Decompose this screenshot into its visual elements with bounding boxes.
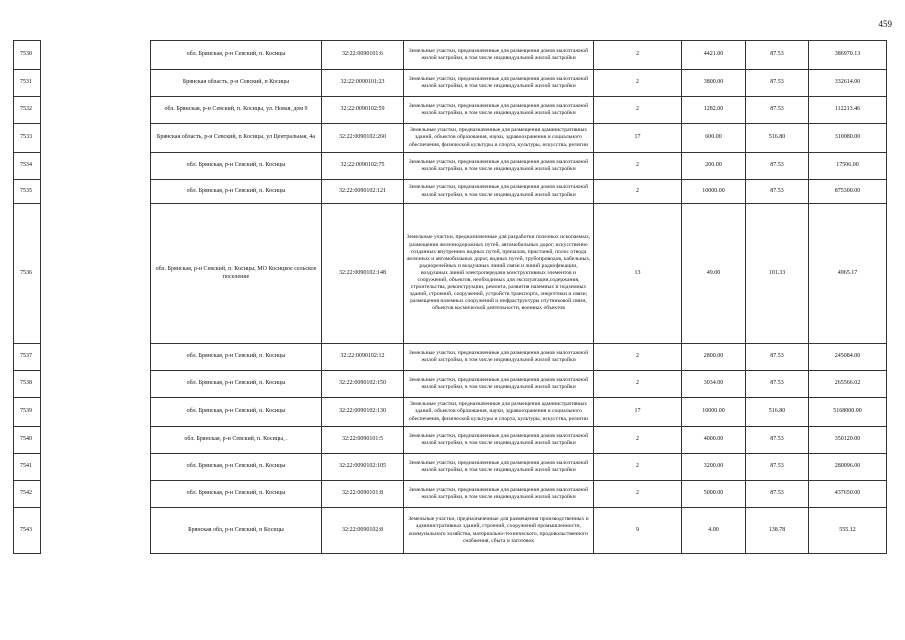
specific-value-cell: 101.33 [746, 204, 809, 344]
address-cell: обл. Брянская, р-н Севский, п. Косицы [151, 454, 322, 481]
cadastral-value-cell: 245084.00 [809, 344, 887, 371]
cadastral-value-cell: 386970.13 [809, 41, 887, 70]
cadastral-value-cell: 310080.00 [809, 124, 887, 153]
address-cell: Брянская область, р-н Севский, п Косицы, ул Центральная, 4а [151, 124, 322, 153]
address-cell: Брянская область, р-н Севский, п Косицы [151, 70, 322, 97]
area-cell: 3800.00 [682, 70, 746, 97]
specific-value-cell: 87.53 [746, 70, 809, 97]
row-number-cell: 7543 [14, 508, 41, 554]
land-use-cell: Земельные участки, предназначенные для размещения домов малоэтажной жилой застройки, в том числе индивидуальной жилой застройки [404, 153, 594, 180]
group-cell: 2 [594, 427, 682, 454]
specific-value-cell: 87.53 [746, 153, 809, 180]
row-number-cell: 7535 [14, 180, 41, 204]
cadastral-value-cell: 112213.46 [809, 97, 887, 124]
table-row [14, 97, 887, 124]
specific-value-cell: 87.53 [746, 344, 809, 371]
specific-value-cell: 87.53 [746, 97, 809, 124]
cadastral-number-cell: 32:22:0090102:148 [322, 204, 404, 344]
cadastral-number-cell: 32:22:0090102:8 [322, 508, 404, 554]
cadastral-number-cell: 32:22:0090102:105 [322, 454, 404, 481]
address-cell: обл. Брянская, р-н Севский, п. Косицы [151, 180, 322, 204]
table-row [14, 481, 887, 508]
cadastral-number-cell: 32:22:0090102:150 [322, 371, 404, 398]
address-cell: Брянская обл, р-н Севский, п Косицы [151, 508, 322, 554]
spacer-cell [41, 398, 151, 427]
cadastral-number-cell: 32:22:0090102:121 [322, 180, 404, 204]
specific-value-cell: 87.53 [746, 427, 809, 454]
spacer-cell [41, 454, 151, 481]
group-cell: 2 [594, 97, 682, 124]
group-cell: 2 [594, 41, 682, 70]
group-cell: 13 [594, 204, 682, 344]
row-number-cell: 7540 [14, 427, 41, 454]
area-cell: 1282.00 [682, 97, 746, 124]
cadastral-value-cell: 280096.00 [809, 454, 887, 481]
group-cell: 17 [594, 398, 682, 427]
land-use-cell: Земельные участки, предназначенные для размещения домов малоэтажной жилой застройки, в том числе индивидуальной жилой застройки [404, 427, 594, 454]
row-number-cell: 7534 [14, 153, 41, 180]
table-row [14, 371, 887, 398]
land-use-cell: Земельные участки, предназначенные для размещения домов малоэтажной жилой застройки, в том числе индивидуальной жилой застройки [404, 481, 594, 508]
spacer-cell [41, 180, 151, 204]
table-row [14, 180, 887, 204]
table-row [14, 454, 887, 481]
address-cell: обл. Брянская, р-н Севский, п. Косицы, МО Косицкое сельское поселение [151, 204, 322, 344]
specific-value-cell: 87.53 [746, 481, 809, 508]
address-cell: обл. Брянская, р-н Севский, п. Косицы [151, 371, 322, 398]
group-cell: 9 [594, 508, 682, 554]
table-row [14, 204, 887, 344]
address-cell: обл. Брянская, р-н Севский, п. Косицы [151, 344, 322, 371]
spacer-cell [41, 371, 151, 398]
spacer-cell [41, 344, 151, 371]
specific-value-cell: 516.80 [746, 124, 809, 153]
group-cell: 2 [594, 70, 682, 97]
area-cell: 600.00 [682, 124, 746, 153]
area-cell: 5000.00 [682, 481, 746, 508]
address-cell: обл. Брянская, р-н Севский, п. Косицы [151, 481, 322, 508]
cadastral-number-cell: 32:22:0090101:5 [322, 427, 404, 454]
spacer-cell [41, 204, 151, 344]
group-cell: 2 [594, 153, 682, 180]
address-cell: обл. Брянская, р-н Севский, п. Косицы, . [151, 427, 322, 454]
cadastral-value-cell: 332614.00 [809, 70, 887, 97]
land-use-cell: Земельные участки, предназначенные для размещения домов малоэтажной жилой застройки, в том числе индивидуальной жилой застройки [404, 344, 594, 371]
cadastral-number-cell: 32:22:0090102:12 [322, 344, 404, 371]
specific-value-cell: 87.53 [746, 371, 809, 398]
cadastral-value-cell: 875300.00 [809, 180, 887, 204]
spacer-cell [41, 97, 151, 124]
cadastral-value-cell: 17506.00 [809, 153, 887, 180]
cadastral-value-cell: 350120.00 [809, 427, 887, 454]
address-cell: обл. Брянская, р-н Севский, п. Косицы, ул. Новая, дом 9 [151, 97, 322, 124]
table-row [14, 70, 887, 97]
land-use-cell: Земельные участки, предназначенные для размещения домов малоэтажной жилой застройки, в том числе индивидуальной жилой застройки [404, 180, 594, 204]
cadastral-number-cell: 32:22:0090102:130 [322, 398, 404, 427]
row-number-cell: 7531 [14, 70, 41, 97]
specific-value-cell: 516.80 [746, 398, 809, 427]
row-number-cell: 7538 [14, 371, 41, 398]
spacer-cell [41, 508, 151, 554]
group-cell: 2 [594, 454, 682, 481]
address-cell: обл. Брянская, р-н Севский, п. Косицы [151, 398, 322, 427]
table-row [14, 427, 887, 454]
spacer-cell [41, 153, 151, 180]
group-cell: 2 [594, 180, 682, 204]
row-number-cell: 7536 [14, 204, 41, 344]
land-use-cell: Земельные участки, предназначенные для размещения домов малоэтажной жилой застройки, в том числе индивидуальной жилой застройки [404, 97, 594, 124]
group-cell: 2 [594, 371, 682, 398]
cadastral-number-cell: 32:22:0090102:75 [322, 153, 404, 180]
area-cell: 10000.00 [682, 398, 746, 427]
land-use-cell: Земельные участки, предназначенные для размещения административных зданий, объектов образования, науки, здравоохранения и социального обеспечения, физической культуры и спорта, культуры, искусства, религии [404, 124, 594, 153]
row-number-cell: 7530 [14, 41, 41, 70]
area-cell: 2800.00 [682, 344, 746, 371]
area-cell: 49.00 [682, 204, 746, 344]
cadastral-value-cell: 437650.00 [809, 481, 887, 508]
area-cell: 4.00 [682, 508, 746, 554]
area-cell: 4421.00 [682, 41, 746, 70]
cadastral-value-cell: 265566.02 [809, 371, 887, 398]
cadastral-number-cell: 32:22:0090102:260 [322, 124, 404, 153]
table-row [14, 124, 887, 153]
cadastral-value-cell: 555.12 [809, 508, 887, 554]
spacer-cell [41, 70, 151, 97]
spacer-cell [41, 124, 151, 153]
row-number-cell: 7542 [14, 481, 41, 508]
group-cell: 17 [594, 124, 682, 153]
table-row [14, 508, 887, 554]
group-cell: 2 [594, 481, 682, 508]
table-row [14, 41, 887, 70]
row-number-cell: 7537 [14, 344, 41, 371]
area-cell: 3034.00 [682, 371, 746, 398]
area-cell: 10000.00 [682, 180, 746, 204]
row-number-cell: 7539 [14, 398, 41, 427]
row-number-cell: 7533 [14, 124, 41, 153]
specific-value-cell: 87.53 [746, 41, 809, 70]
spacer-cell [41, 427, 151, 454]
land-use-cell: Земельные участки, предназначенные для разработки полезных ископаемых, размещения железнодорожных путей, автомобильных дорог, искусственно созданных внутренних водных путей, причалов, пристаней, полос отвода железных и автомобильных дорог, водных путей, трубопроводов, кабельных, радиорелейных и воздушных линий связи и линий радиофикации, воздушных линий электропередачи конструктивных элементов и сооружений, объектов, необходимых для эксплуатации,содержания, строительства, реконструкции, ремонта, развития наземных и подземных зданий, строений, сооружений, устройств транспорта, энергетики и связи; размещения наземных сооружений и инфраструктуры спутниковой связи, объектов космической деятельности, военных объектов [404, 204, 594, 344]
specific-value-cell: 87.53 [746, 454, 809, 481]
cadastral-value-table [13, 40, 887, 554]
group-cell: 2 [594, 344, 682, 371]
cadastral-number-cell: 32:22:0090102:59 [322, 97, 404, 124]
spacer-cell [41, 41, 151, 70]
land-use-cell: Земельные участки, предназначенные для размещения производственных и административных зданий, строений, сооружений промышленности, коммунального хозяйства, материально-технического, продовольственного снабжения, сбыта и заготовок [404, 508, 594, 554]
specific-value-cell: 138.78 [746, 508, 809, 554]
spacer-cell [41, 481, 151, 508]
cadastral-number-cell: 32:22:0090101:6 [322, 41, 404, 70]
land-use-cell: Земельные участки, предназначенные для размещения домов малоэтажной жилой застройки, в том числе индивидуальной жилой застройки [404, 41, 594, 70]
land-use-cell: Земельные участки, предназначенные для размещения административных зданий, объектов образования, науки, здравоохранения и социального обеспечения, физической культуры и спорта, культуры, искусства, религии [404, 398, 594, 427]
address-cell: обл. Брянская, р-н Севский, п. Косицы [151, 153, 322, 180]
page-number: 459 [878, 19, 892, 29]
land-use-cell: Земельные участки, предназначенные для размещения домов малоэтажной жилой застройки, в том числе индивидуальной жилой застройки [404, 70, 594, 97]
table-row [14, 153, 887, 180]
table-row [14, 398, 887, 427]
address-cell: обл. Брянская, р-н Севский, п. Косицы [151, 41, 322, 70]
land-use-cell: Земельные участки, предназначенные для размещения домов малоэтажной жилой застройки, в том числе индивидуальной жилой застройки [404, 454, 594, 481]
area-cell: 4000.00 [682, 427, 746, 454]
area-cell: 3200.00 [682, 454, 746, 481]
land-use-cell: Земельные участки, предназначенные для размещения домов малоэтажной жилой застройки, в том числе индивидуальной жилой застройки [404, 371, 594, 398]
specific-value-cell: 87.53 [746, 180, 809, 204]
cadastral-number-cell: 32:22:0090101:23 [322, 70, 404, 97]
table-row [14, 344, 887, 371]
cadastral-value-cell: 5168000.00 [809, 398, 887, 427]
cadastral-value-cell: 4965.17 [809, 204, 887, 344]
cadastral-number-cell: 32:22:0090101:8 [322, 481, 404, 508]
area-cell: 200.00 [682, 153, 746, 180]
row-number-cell: 7541 [14, 454, 41, 481]
row-number-cell: 7532 [14, 97, 41, 124]
